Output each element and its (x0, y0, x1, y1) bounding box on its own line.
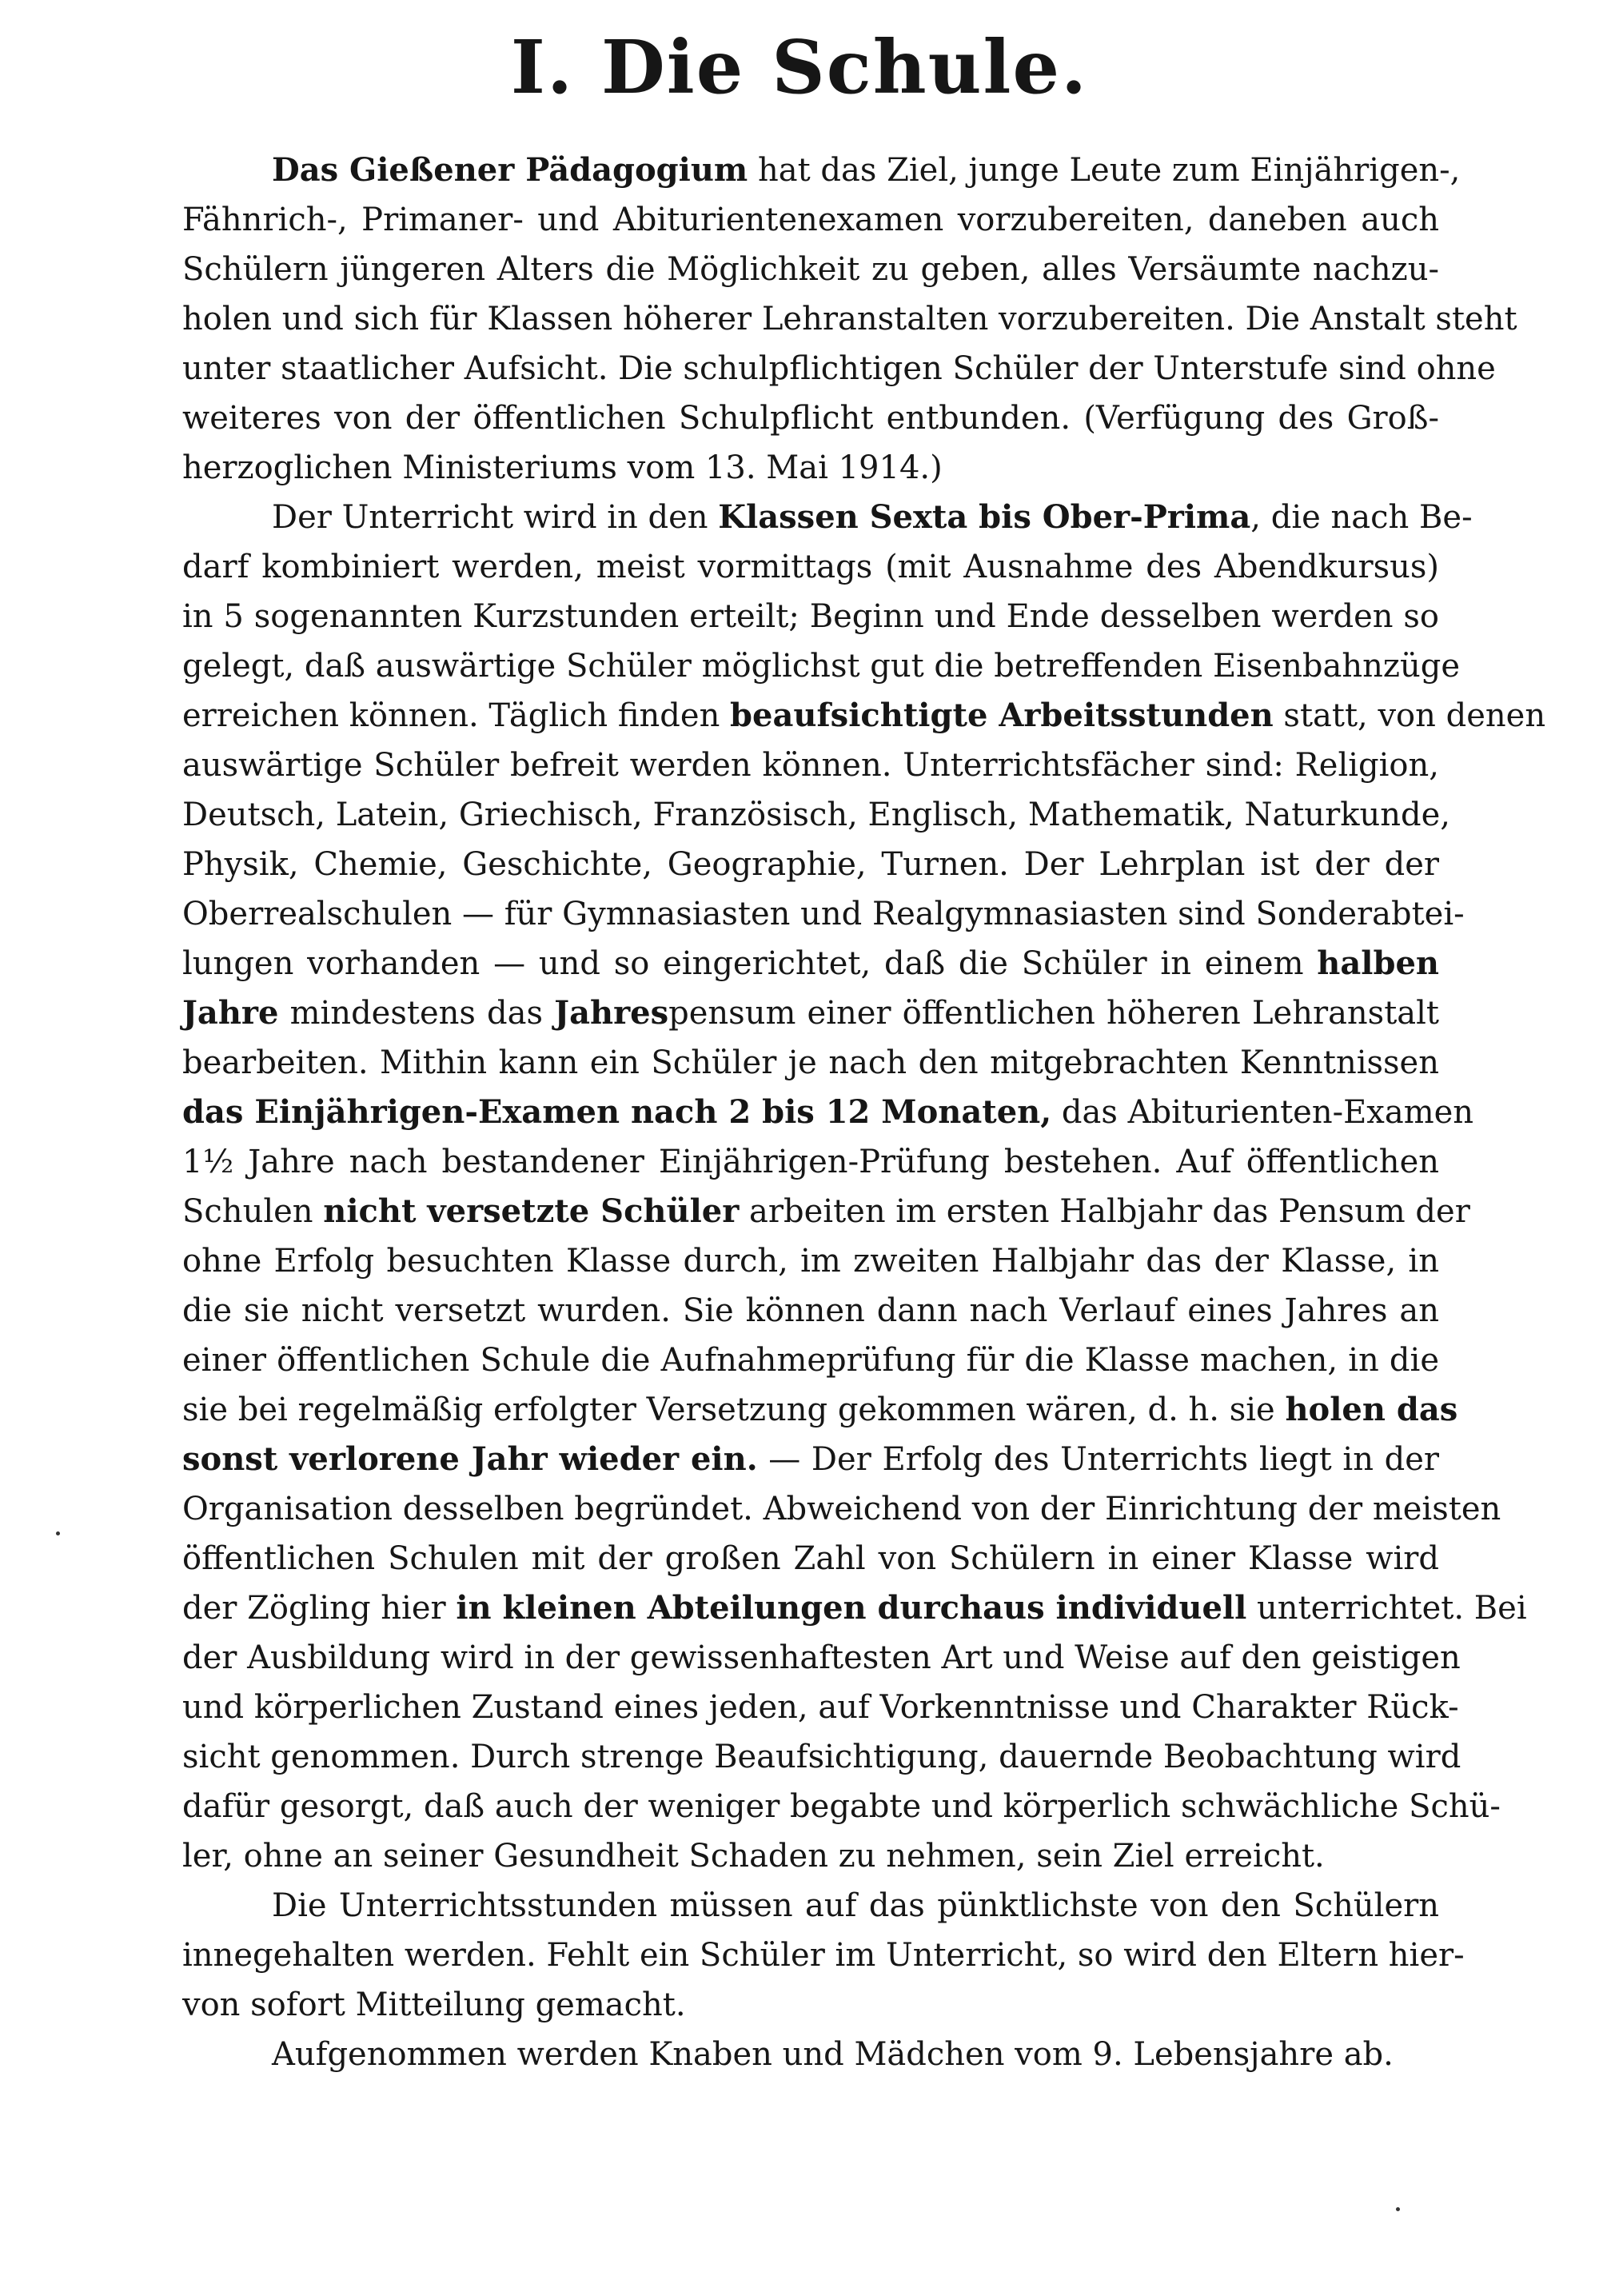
text-line (182, 1583, 1527, 1633)
text-line (182, 1137, 1439, 1187)
text-line (182, 1683, 1459, 1732)
text-run: holen und sich für Klassen höherer Lehranstalten vorzubereiten. Die Anstalt steht (182, 301, 1517, 337)
text-run: weiteres von der öffentlichen Schulpflicht entbunden. (Verfügung des Groß- (182, 400, 1439, 437)
text-line (182, 988, 1439, 1038)
text-line (182, 790, 1450, 840)
text-run: herzoglichen Ministeriums vom 13. Mai 1914.) (182, 449, 943, 486)
text-run: ohne Erfolg besuchten Klasse durch, im zweiten Halbjahr das der Klasse, in (182, 1243, 1439, 1280)
text-run: — Der Erfolg des Unterrichts liegt in der (757, 1441, 1440, 1478)
text-line (182, 592, 1439, 641)
bold-text: in kleinen Abteilungen durchaus individuell (456, 1589, 1247, 1627)
text-run: , die nach Be- (1250, 499, 1473, 536)
text-line (182, 493, 1473, 542)
text-line (182, 245, 1439, 294)
text-line (182, 1980, 1439, 2030)
text-run: erreichen können. Täglich finden (182, 697, 731, 734)
text-run: Organisation desselben begründet. Abweichend von der Einrichtung der meisten (182, 1491, 1501, 1527)
text-line (182, 1336, 1439, 1385)
text-run: öffentlichen Schulen mit der großen Zahl von Schülern in einer Klasse wird (182, 1540, 1439, 1577)
text-line (182, 1286, 1439, 1336)
body-text (182, 146, 1546, 2079)
text-run: dafür gesorgt, daß auch der weniger begabte und körperlich schwächliche Schü- (182, 1788, 1501, 1825)
bold-text: Klassen Sexta bis Ober-Prima (718, 498, 1251, 536)
bold-text: beaufsichtigte Arbeitsstunden (730, 697, 1274, 734)
text-run: die sie nicht versetzt wurden. Sie können dann nach Verlauf eines Jahres an (182, 1292, 1439, 1329)
text-run: von sofort Mitteilung gemacht. (182, 1987, 686, 2023)
text-line (182, 1236, 1439, 1286)
bold-text: Jahres (554, 994, 669, 1032)
bold-text: nicht versetzte Schüler (323, 1192, 740, 1230)
text-line (182, 1088, 1474, 1137)
text-line (182, 1187, 1470, 1236)
text-run: Der Unterricht wird in den (272, 499, 719, 536)
bold-text: Das Gießener Pädagogium (272, 151, 748, 189)
text-line (182, 344, 1496, 393)
text-line (182, 939, 1439, 988)
text-run: Deutsch, Latein, Griechisch, Französisch, Englisch, Mathematik, Naturkunde, (182, 797, 1450, 833)
bold-text: halben (1317, 944, 1439, 982)
text-run: Physik, Chemie, Geschichte, Geographie, Turnen. Der Lehrplan ist der der (182, 846, 1439, 883)
text-line (182, 641, 1460, 691)
text-run: der Zögling hier (182, 1590, 457, 1627)
text-run: arbeiten im ersten Halbjahr das Pensum der (739, 1193, 1470, 1230)
text-run: innegehalten werden. Fehlt ein Schüler im Unterricht, so wird den Eltern hier- (182, 1937, 1465, 1974)
text-line (182, 1038, 1439, 1088)
text-run: mindestens das (278, 995, 555, 1032)
text-line (182, 1534, 1439, 1583)
scan-speck (1396, 2207, 1400, 2211)
text-run: Schulen (182, 1193, 324, 1230)
text-line (182, 840, 1439, 889)
text-run: Die Unterrichtsstunden müssen auf das pünktlichste von den Schülern (272, 1887, 1439, 1924)
text-run: einer öffentlichen Schule die Aufnahmeprüfung für die Klasse machen, in die (182, 1342, 1439, 1379)
text-run: bearbeiten. Mithin kann ein Schüler je nach den mitgebrachten Kenntnissen (182, 1044, 1439, 1081)
text-line (182, 1633, 1461, 1683)
text-run: auswärtige Schüler befreit werden können. Unterrichtsfächer sind: Religion, (182, 747, 1439, 784)
text-run: darf kombiniert werden, meist vormittags (mit Ausnahme des Abendkursus) (182, 549, 1439, 585)
text-line (182, 741, 1439, 790)
text-run: unter staatlicher Aufsicht. Die schulpflichtigen Schüler der Unterstufe sind ohne (182, 350, 1496, 387)
text-line (182, 294, 1517, 344)
text-line (182, 146, 1461, 195)
text-run: der Ausbildung wird in der gewissenhaftesten Art und Weise auf den geistigen (182, 1639, 1461, 1676)
text-line (182, 443, 1439, 493)
text-run: 1½ Jahre nach bestandener Einjährigen-Prüfung bestehen. Auf öffentlichen (182, 1144, 1439, 1180)
text-line (182, 393, 1439, 443)
text-run: hat das Ziel, junge Leute zum Einjährigen-, (748, 152, 1461, 189)
page-title: I. Die Schule. (510, 24, 1089, 110)
text-run: sie bei regelmäßig erfolgter Versetzung gekommen wären, d. h. sie (182, 1392, 1286, 1428)
text-line (182, 1385, 1458, 1435)
bold-text: holen das (1285, 1391, 1458, 1428)
scan-speck (56, 1531, 60, 1535)
text-run: in 5 sogenannten Kurzstunden erteilt; Beginn und Ende desselben werden so (182, 598, 1439, 635)
text-run: unterrichtet. Bei (1246, 1590, 1527, 1627)
text-run: Schülern jüngeren Alters die Möglichkeit zu geben, alles Versäumte nachzu- (182, 251, 1439, 288)
bold-text: Jahre (182, 994, 279, 1032)
text-line (182, 1881, 1439, 1931)
text-run: Oberrealschulen — für Gymnasiasten und Realgymnasiasten sind Sonderabtei- (182, 896, 1465, 932)
text-line (182, 889, 1465, 939)
text-line (182, 1435, 1439, 1484)
text-line (182, 1484, 1501, 1534)
text-line (182, 195, 1439, 245)
text-line (182, 2030, 1439, 2079)
text-line (182, 1931, 1465, 1980)
bold-text: das Einjährigen-Examen nach 2 bis 12 Monaten, (182, 1093, 1052, 1131)
text-line (182, 1732, 1461, 1782)
text-run: gelegt, daß auswärtige Schüler möglichst gut die betreffenden Eisenbahnzüge (182, 648, 1460, 685)
text-line (182, 1782, 1501, 1831)
text-run: das Abiturienten-Examen (1051, 1094, 1474, 1131)
text-line (182, 542, 1439, 592)
text-run: Fähnrich-, Primaner- und Abiturientenexamen vorzubereiten, daneben auch (182, 202, 1439, 238)
text-run: Aufgenommen werden Knaben und Mädchen vom 9. Lebensjahre ab. (272, 2036, 1394, 2073)
text-run: ler, ohne an seiner Gesundheit Schaden zu nehmen, sein Ziel erreicht. (182, 1838, 1325, 1875)
text-line (182, 1831, 1439, 1881)
text-run: sicht genommen. Durch strenge Beaufsichtigung, dauernde Beobachtung wird (182, 1739, 1461, 1775)
text-run: und körperlichen Zustand eines jeden, auf Vorkenntnisse und Charakter Rück- (182, 1689, 1459, 1726)
text-run: pensum einer öffentlichen höheren Lehranstalt (668, 995, 1439, 1032)
bold-text: sonst verlorene Jahr wieder ein. (182, 1440, 758, 1478)
text-run: lungen vorhanden — und so eingerichtet, daß die Schüler in einem (182, 945, 1318, 982)
text-line (182, 691, 1546, 741)
text-run: statt, von denen (1273, 697, 1546, 734)
